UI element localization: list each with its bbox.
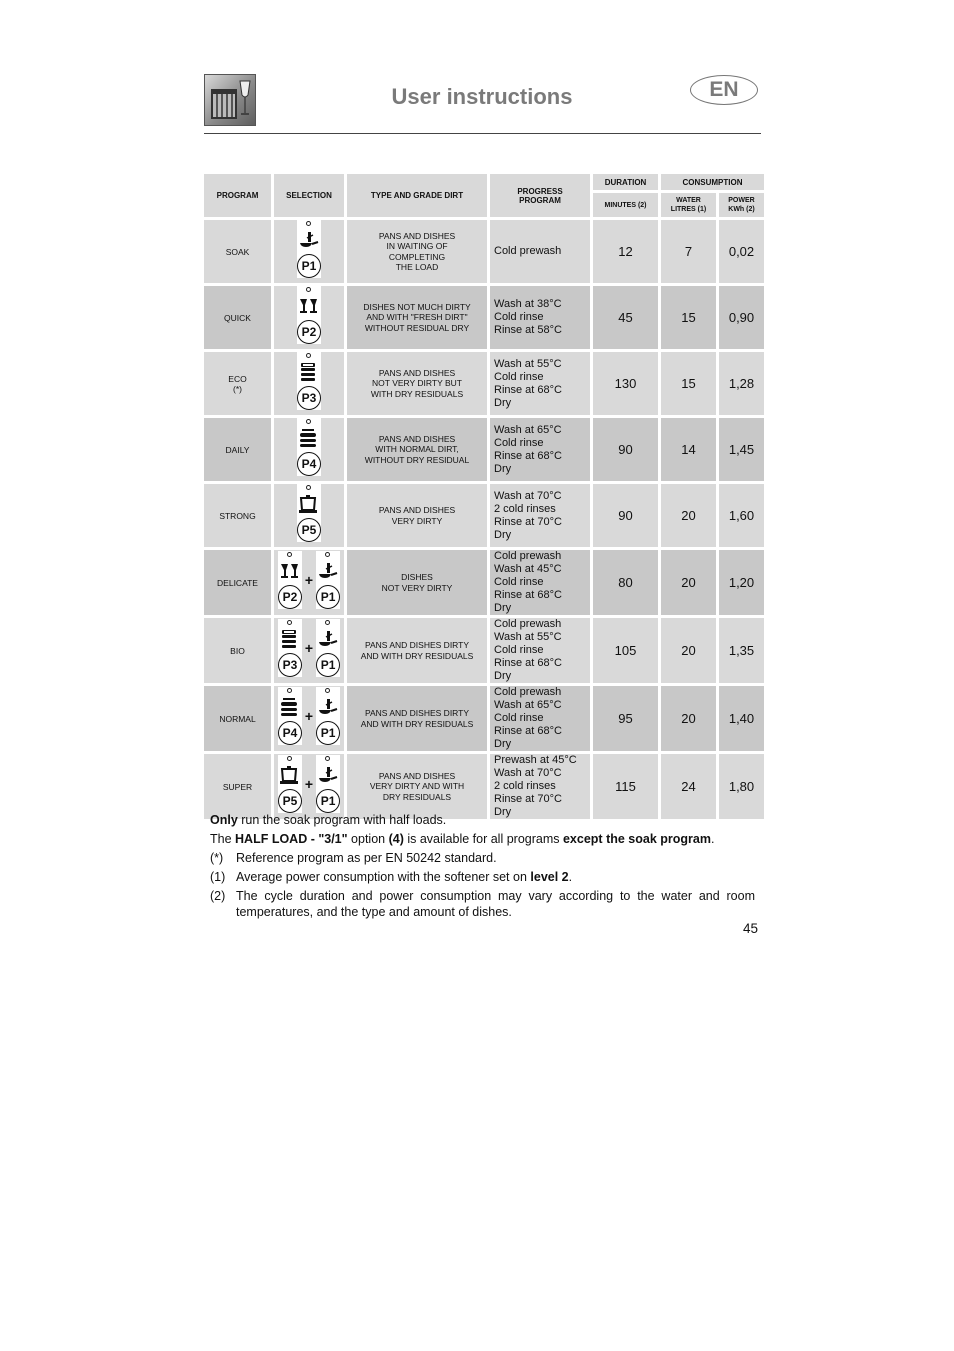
indicator-light-icon (287, 688, 292, 693)
header-selection: SELECTION (274, 174, 344, 217)
dirt-cell (347, 418, 487, 481)
program-key-label: P3 (278, 653, 302, 677)
pan-icon (318, 697, 338, 717)
minutes-cell: 130 (593, 352, 658, 415)
minutes-cell: 80 (593, 550, 658, 615)
power-cell: 1,20 (719, 550, 764, 615)
phase-line: Dry (494, 670, 512, 682)
power-cell: 1,60 (719, 484, 764, 547)
dirt-line: AND WITH DRY RESIDUALS (360, 718, 474, 729)
progress-cell (490, 484, 590, 547)
selection-button-p1 (316, 619, 340, 677)
phase-line: Dry (494, 738, 512, 750)
water-cell: 15 (661, 286, 716, 349)
phase-line: Wash at 65°C (494, 423, 562, 436)
plus-sign: + (304, 776, 314, 792)
indicator-light-icon (306, 221, 311, 226)
header-power: POWER KWh (2) (719, 193, 764, 217)
program-name: QUICK (224, 312, 251, 323)
table-row (204, 220, 764, 283)
dirt-line: WITHOUT RESIDUAL DRY (364, 322, 470, 333)
selection-cell (274, 618, 344, 683)
dirt-line: VERY DIRTY (391, 515, 443, 526)
program-cell (204, 618, 271, 683)
dirt-line: PANS AND DISHES DIRTY (364, 708, 470, 718)
minutes-cell: 45 (593, 286, 658, 349)
footnote-1: (1) Average power consumption with the softener set on level 2. (210, 870, 573, 884)
program-cell (204, 286, 271, 349)
power-cell: 1,35 (719, 618, 764, 683)
plus-sign: + (304, 640, 314, 656)
progress-cell (490, 618, 590, 683)
header-duration: DURATION (593, 174, 658, 190)
selection-button-p3 (278, 619, 302, 677)
glass-icon (238, 79, 252, 119)
program-key-label: P1 (316, 789, 340, 813)
phase-line: Rinse at 68°C (494, 449, 562, 462)
phase-line: Cold prewash (494, 686, 562, 698)
dirt-line: COMPLETING (388, 251, 446, 262)
phase-line: Cold rinse (494, 311, 544, 323)
progress-cell (490, 754, 590, 819)
phase-line: Rinse at 70°C (494, 515, 562, 528)
selection-cell (274, 418, 344, 481)
program-name: STRONG (219, 510, 256, 521)
dirt-line: VERY DIRTY AND WITH (369, 781, 465, 792)
program-name: DAILY (225, 444, 250, 455)
dirt-line: DISHES (401, 572, 433, 582)
power-cell: 1,45 (719, 418, 764, 481)
selection-button-p1 (316, 551, 340, 609)
phase-line: Wash at 65°C (494, 699, 562, 711)
program-name: DELICATE (217, 577, 258, 588)
pan-icon (318, 765, 338, 785)
selection-group (297, 418, 321, 476)
selection-group (297, 484, 321, 542)
header-consumption: CONSUMPTION (661, 174, 764, 190)
phase-line: Rinse at 58°C (494, 324, 562, 336)
selection-button-p1 (316, 687, 340, 745)
selection-cell (274, 286, 344, 349)
phase-line: Dry (494, 462, 512, 475)
water-cell: 24 (661, 754, 716, 819)
program-name: SOAK (225, 246, 250, 257)
footnote-2: (2) The cycle duration and power consumption may vary according to the water and room temperatures, and the type and amount of dishes. (210, 889, 755, 919)
selection-cell (274, 484, 344, 547)
program-cell (204, 352, 271, 415)
selection-button-p5 (278, 755, 302, 813)
program-name: NORMAL (219, 713, 256, 724)
page-title: User instructions (391, 84, 573, 109)
dirt-line: NOT VERY DIRTY BUT (372, 378, 462, 389)
dirt-line: PANS AND DISHES (378, 505, 456, 515)
dirt-line: IN WAITING OF (386, 241, 448, 251)
pot-icon (299, 494, 319, 514)
table-row (204, 550, 764, 615)
progress-cell (490, 418, 590, 481)
selection-cell (274, 754, 344, 819)
table-row (204, 754, 764, 819)
program-key-label: P5 (297, 518, 321, 542)
phase-line: Wash at 70°C (494, 489, 562, 502)
phase-line: Rinse at 68°C (494, 657, 562, 669)
phase-line: Rinse at 70°C (494, 793, 562, 805)
selection-group (297, 352, 321, 410)
pan-icon (318, 561, 338, 581)
dirt-cell (347, 618, 487, 683)
program-key-label: P1 (316, 653, 340, 677)
dirt-line: THE LOAD (395, 262, 439, 272)
header-water: WATER LITRES (1) (661, 193, 716, 217)
phase-line: Cold rinse (494, 712, 544, 724)
dirt-line: WITH NORMAL DIRT, (375, 444, 459, 455)
water-cell: 15 (661, 352, 716, 415)
minutes-cell: 95 (593, 686, 658, 751)
table-row (204, 618, 764, 683)
phase-line: Cold rinse (494, 436, 544, 449)
footnote-reference: (*) Reference program as per EN 50242 standard. (210, 851, 497, 865)
phase-line: Prewash at 45°C (494, 754, 577, 766)
dirt-line: DISHES NOT MUCH DIRTY (363, 301, 471, 312)
indicator-light-icon (306, 485, 311, 490)
program-key-label: P1 (316, 721, 340, 745)
selection-button-p2 (297, 286, 321, 344)
minutes-cell: 105 (593, 618, 658, 683)
dish-stack-icon (280, 697, 300, 717)
indicator-light-icon (287, 756, 292, 761)
selection-button-p2 (278, 551, 302, 609)
selection-button-p3 (297, 352, 321, 410)
selection-group (278, 755, 340, 813)
pan-icon (318, 629, 338, 649)
program-cell (204, 220, 271, 283)
page-number: 45 (742, 921, 758, 936)
program-name: SUPER (222, 781, 253, 792)
water-cell: 20 (661, 618, 716, 683)
glasses-icon (299, 296, 319, 316)
phase-line: Wash at 55°C (494, 357, 562, 370)
program-cell (204, 484, 271, 547)
phase-line: Cold prewash (494, 618, 562, 630)
phase-line: Cold rinse (494, 644, 544, 656)
power-cell: 1,40 (719, 686, 764, 751)
selection-group (297, 286, 321, 344)
header-dirt: TYPE AND GRADE DIRT (347, 174, 487, 217)
phase-line: Wash at 55°C (494, 631, 562, 643)
power-cell: 0,02 (719, 220, 764, 283)
phase-line: Cold rinse (494, 576, 544, 588)
selection-cell (274, 686, 344, 751)
selection-cell (274, 352, 344, 415)
selection-button-p4 (278, 687, 302, 745)
table-row (204, 484, 764, 547)
table-row (204, 286, 764, 349)
phase-line: Cold rinse (494, 370, 544, 383)
plus-sign: + (304, 572, 314, 588)
dish-stack-icon (299, 428, 319, 448)
phase-line: Rinse at 68°C (494, 725, 562, 737)
phase-line: Rinse at 68°C (494, 589, 562, 601)
dirt-line: AND WITH "FRESH DIRT" (366, 312, 468, 323)
header-divider (204, 133, 761, 134)
progress-cell (490, 352, 590, 415)
dirt-line: DRY RESIDUALS (382, 791, 452, 802)
dirt-cell (347, 352, 487, 415)
phase-line: Dry (494, 806, 512, 818)
program-key-label: P1 (297, 254, 321, 278)
phase-line: 2 cold rinses (494, 780, 556, 792)
indicator-light-icon (325, 688, 330, 693)
program-name: ECO (228, 373, 247, 384)
progress-cell (490, 550, 590, 615)
indicator-light-icon (306, 353, 311, 358)
indicator-light-icon (287, 552, 292, 557)
water-cell: 20 (661, 686, 716, 751)
progress-cell (490, 286, 590, 349)
table-row (204, 352, 764, 415)
dirt-line: NOT VERY DIRTY (381, 582, 453, 593)
indicator-light-icon (306, 287, 311, 292)
dishwasher-logo (204, 74, 256, 126)
phase-line: Wash at 70°C (494, 767, 562, 779)
dirt-line: PANS AND DISHES (378, 367, 456, 378)
minutes-cell: 90 (593, 484, 658, 547)
dirt-line: PANS AND DISHES DIRTY (364, 640, 470, 650)
power-cell: 0,90 (719, 286, 764, 349)
phase-line: Cold prewash (494, 550, 562, 562)
dirt-line: WITH DRY RESIDUALS (370, 388, 464, 399)
notes (210, 812, 755, 923)
minutes-cell: 115 (593, 754, 658, 819)
program-key-label: P3 (297, 386, 321, 410)
pan-icon (299, 230, 319, 250)
program-key-label: P1 (316, 585, 340, 609)
stacked-dishes-icon (280, 629, 300, 649)
selection-button-p4 (297, 418, 321, 476)
selection-group (278, 551, 340, 609)
dirt-line: PANS AND DISHES (378, 230, 456, 241)
pot-icon (280, 765, 300, 785)
dirt-line: AND WITH DRY RESIDUALS (360, 650, 474, 661)
water-cell: 20 (661, 484, 716, 547)
phase-line: Wash at 38°C (494, 298, 562, 310)
power-cell: 1,28 (719, 352, 764, 415)
program-key-label: P2 (278, 585, 302, 609)
glasses-icon (280, 561, 300, 581)
water-cell: 20 (661, 550, 716, 615)
phase-line: Cold prewash (494, 245, 562, 257)
phase-line: Rinse at 68°C (494, 383, 562, 396)
dirt-cell (347, 484, 487, 547)
indicator-light-icon (287, 620, 292, 625)
plus-sign: + (304, 708, 314, 724)
selection-cell (274, 550, 344, 615)
header-minutes: MINUTES (2) (593, 193, 658, 217)
program-cell (204, 754, 271, 819)
water-cell: 7 (661, 220, 716, 283)
minutes-cell: 90 (593, 418, 658, 481)
power-cell: 1,80 (719, 754, 764, 819)
half-load-note: The HALF LOAD - "3/1" option (4) is available for all programs except the soak program. (210, 832, 715, 846)
selection-group (278, 619, 340, 677)
dirt-cell (347, 686, 487, 751)
selection-group (297, 220, 321, 278)
soak-note: Only run the soak program with half loads. (210, 813, 447, 827)
progress-cell (490, 220, 590, 283)
progress-cell (490, 686, 590, 751)
water-cell: 14 (661, 418, 716, 481)
program-table (201, 171, 767, 822)
stacked-dishes-icon (299, 362, 319, 382)
program-key-label: P4 (297, 452, 321, 476)
table-row (204, 418, 764, 481)
program-cell (204, 550, 271, 615)
phase-line: Dry (494, 396, 512, 409)
phase-line: Dry (494, 602, 512, 614)
selection-cell (274, 220, 344, 283)
program-key-label: P4 (278, 721, 302, 745)
header-progress: PROGRESS PROGRAM (490, 174, 590, 217)
dirt-line: PANS AND DISHES (378, 433, 456, 444)
selection-button-p5 (297, 484, 321, 542)
dirt-line: WITHOUT DRY RESIDUAL (364, 454, 470, 465)
phase-line: Wash at 45°C (494, 563, 562, 575)
table-row (204, 686, 764, 751)
dirt-cell (347, 220, 487, 283)
header-program: PROGRAM (204, 174, 271, 217)
program-cell (204, 686, 271, 751)
dirt-cell (347, 550, 487, 615)
selection-button-p1 (316, 755, 340, 813)
language-badge: EN (690, 75, 758, 105)
dirt-cell (347, 286, 487, 349)
indicator-light-icon (325, 756, 330, 761)
selection-button-p1 (297, 220, 321, 278)
program-cell (204, 418, 271, 481)
program-note: (*) (233, 383, 242, 394)
program-key-label: P5 (278, 789, 302, 813)
minutes-cell: 12 (593, 220, 658, 283)
dirt-cell (347, 754, 487, 819)
phase-line: 2 cold rinses (494, 502, 556, 515)
dirt-line: PANS AND DISHES (378, 770, 456, 781)
phase-line: Dry (494, 528, 512, 541)
program-name: BIO (230, 645, 245, 656)
indicator-light-icon (306, 419, 311, 424)
program-key-label: P2 (297, 320, 321, 344)
indicator-light-icon (325, 552, 330, 557)
indicator-light-icon (325, 620, 330, 625)
selection-group (278, 687, 340, 745)
